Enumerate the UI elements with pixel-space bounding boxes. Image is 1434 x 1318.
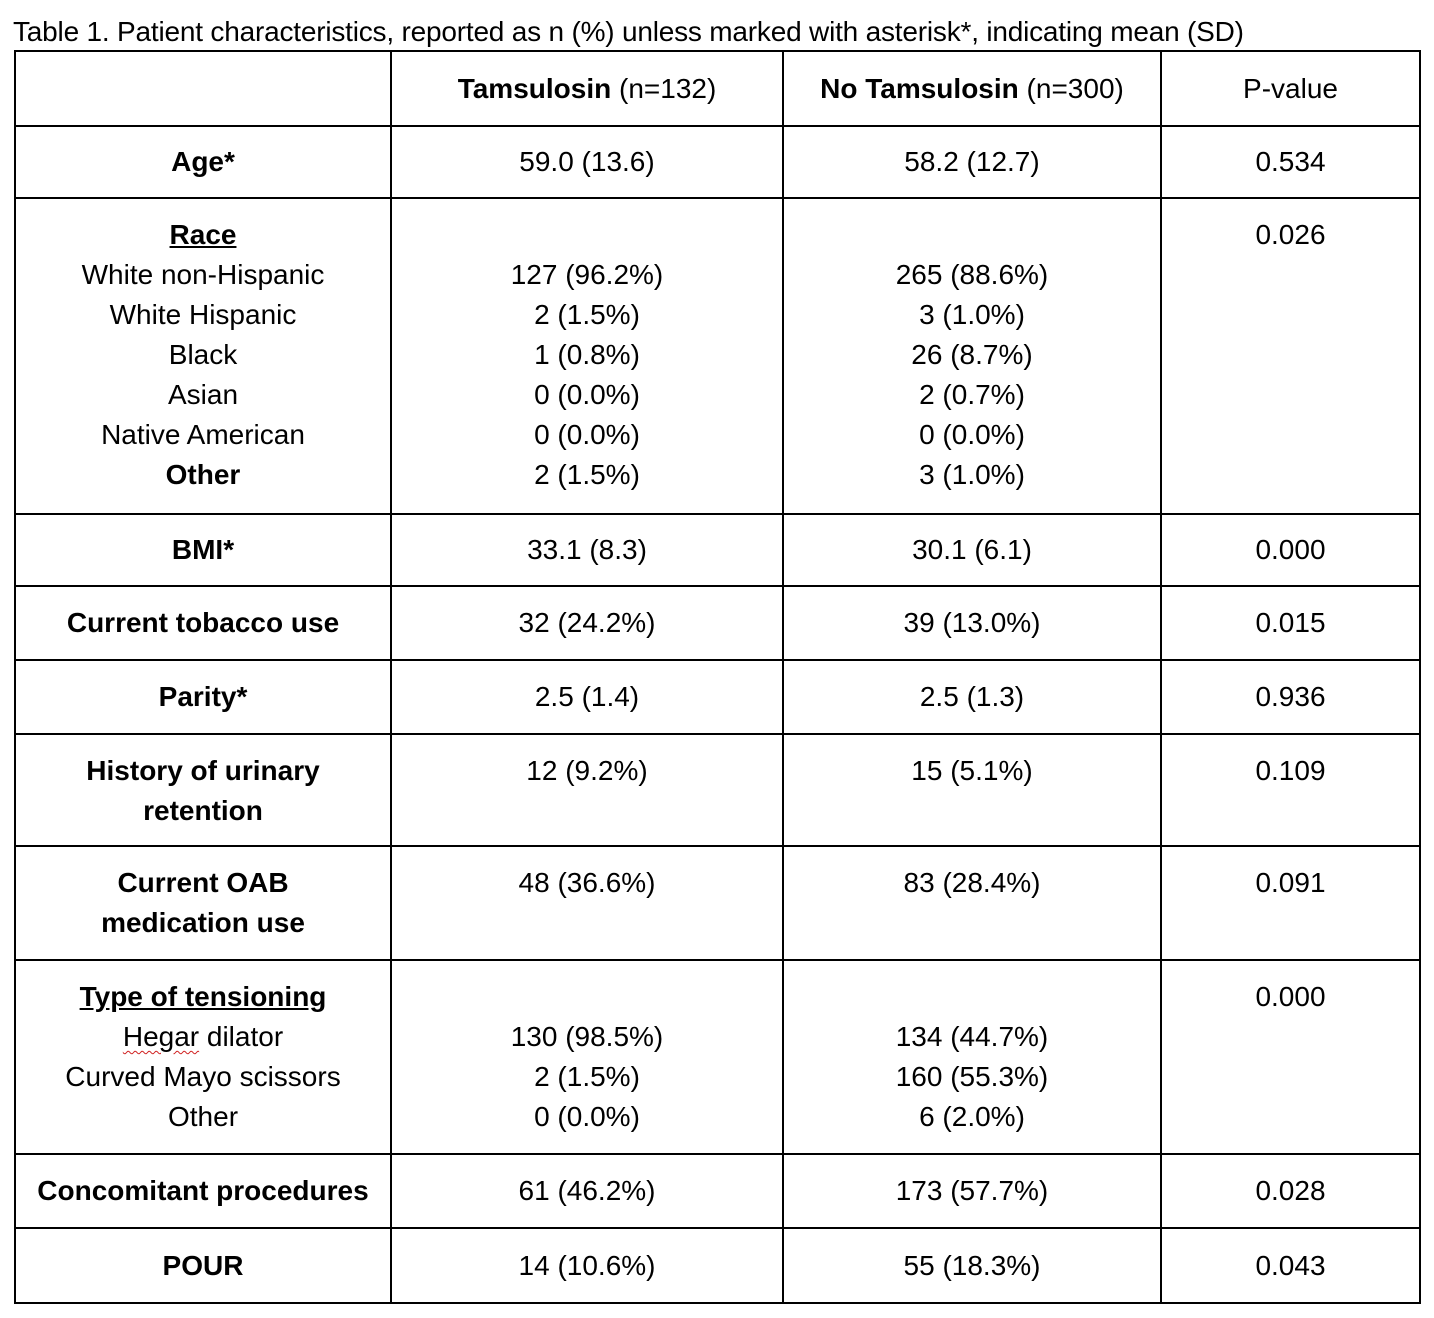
cell-race-p-value: 0.026: [1161, 198, 1420, 514]
row-label-oab: Current OAB medication use: [15, 846, 391, 960]
race-item-tamsulosin: 1 (0.8%): [534, 339, 640, 370]
race-item-tamsulosin: 127 (96.2%): [510, 259, 664, 290]
cell-race-no-tamsulosin: [783, 198, 1161, 514]
table-row-age: [15, 126, 1420, 198]
cell-tensioning-p-value: 0.000: [1161, 960, 1420, 1154]
row-label-race: [15, 198, 391, 514]
cell-bmi-tamsulosin: 33.1 (8.3): [391, 514, 783, 586]
table-row-race: [15, 198, 1420, 514]
row-label-age: Age*: [15, 126, 391, 198]
row-label-tobacco: Current tobacco use: [15, 586, 391, 660]
tensioning-item-label: Curved Mayo scissors: [65, 1061, 341, 1092]
header-no-tamsulosin: [783, 51, 1161, 126]
tensioning-item-tamsulosin: 0 (0.0%): [534, 1101, 640, 1132]
header-tamsulosin-n: (n=132): [611, 72, 717, 104]
header-no-tamsulosin-label: No Tamsulosin: [820, 72, 1019, 104]
cell-parity-no-tamsulosin: 2.5 (1.3): [783, 660, 1161, 734]
tensioning-item-label: Hegar dilator: [122, 1021, 284, 1052]
cell-pour-p-value: 0.043: [1161, 1228, 1420, 1303]
cell-retention-tamsulosin: 12 (9.2%): [391, 734, 783, 846]
header-row: [15, 51, 1420, 126]
header-p-value: P-value: [1161, 51, 1420, 126]
tensioning-item-no-tamsulosin: 6 (2.0%): [919, 1101, 1025, 1132]
race-item-tamsulosin: 2 (1.5%): [534, 459, 640, 490]
race-item-tamsulosin: 2 (1.5%): [534, 299, 640, 330]
race-item-label: Other: [165, 459, 241, 490]
race-item-label: Asian: [167, 379, 239, 410]
cell-bmi-no-tamsulosin: 30.1 (6.1): [783, 514, 1161, 586]
cell-oab-tamsulosin: 48 (36.6%): [391, 846, 783, 960]
cell-parity-tamsulosin: 2.5 (1.4): [391, 660, 783, 734]
table-caption: Table 1. Patient characteristics, reported as n (%) unless marked with asterisk*, indicating mean (SD): [13, 16, 1244, 47]
cell-age-p-value: 0.534: [1161, 126, 1420, 198]
race-item-no-tamsulosin: 26 (8.7%): [911, 339, 1033, 370]
cell-age-tamsulosin: 59.0 (13.6): [391, 126, 783, 198]
cell-concomitant-no-tamsulosin: 173 (57.7%): [783, 1154, 1161, 1228]
race-item-tamsulosin: 0 (0.0%): [534, 419, 640, 450]
tensioning-heading: Type of tensioning: [79, 981, 327, 1012]
race-item-tamsulosin: 0 (0.0%): [534, 379, 640, 410]
row-label-parity: Parity*: [15, 660, 391, 734]
row-label-tensioning: [15, 960, 391, 1154]
cell-oab-p-value: 0.091: [1161, 846, 1420, 960]
cell-retention-p-value: 0.109: [1161, 734, 1420, 846]
tensioning-item-tamsulosin: 2 (1.5%): [534, 1061, 640, 1092]
cell-concomitant-p-value: 0.028: [1161, 1154, 1420, 1228]
tensioning-item-label: Other: [167, 1101, 239, 1132]
header-no-tamsulosin-n: (n=300): [1018, 72, 1124, 104]
cell-tensioning-tamsulosin: [391, 960, 783, 1154]
race-item-no-tamsulosin: 265 (88.6%): [895, 259, 1049, 290]
row-label-bmi: BMI*: [15, 514, 391, 586]
cell-pour-no-tamsulosin: 55 (18.3%): [783, 1228, 1161, 1303]
cell-tobacco-no-tamsulosin: 39 (13.0%): [783, 586, 1161, 660]
race-item-no-tamsulosin: 3 (1.0%): [919, 299, 1025, 330]
table-row-tobacco: [15, 586, 1420, 660]
cell-concomitant-tamsulosin: 61 (46.2%): [391, 1154, 783, 1228]
cell-oab-no-tamsulosin: 83 (28.4%): [783, 846, 1161, 960]
table-row-tensioning: [15, 960, 1420, 1154]
race-item-no-tamsulosin: 3 (1.0%): [919, 459, 1025, 490]
header-tamsulosin-label: Tamsulosin: [457, 72, 612, 104]
table-row-pour: [15, 1228, 1420, 1303]
race-item-label: Native American: [101, 419, 305, 450]
table-row-retention: [15, 734, 1420, 846]
row-label-concomitant: Concomitant procedures: [15, 1154, 391, 1228]
race-item-label: White non-Hispanic: [81, 259, 325, 290]
row-label-pour: POUR: [15, 1228, 391, 1303]
race-heading: Race: [169, 219, 237, 250]
patient-characteristics-table: [14, 50, 1421, 1304]
cell-retention-no-tamsulosin: 15 (5.1%): [783, 734, 1161, 846]
header-empty-cell: [15, 51, 391, 126]
cell-age-no-tamsulosin: 58.2 (12.7): [783, 126, 1161, 198]
cell-tobacco-tamsulosin: 32 (24.2%): [391, 586, 783, 660]
table-row-parity: [15, 660, 1420, 734]
tensioning-item-tamsulosin: 130 (98.5%): [510, 1021, 664, 1052]
header-tamsulosin: [391, 51, 783, 126]
cell-tobacco-p-value: 0.015: [1161, 586, 1420, 660]
race-item-no-tamsulosin: 0 (0.0%): [919, 419, 1025, 450]
cell-parity-p-value: 0.936: [1161, 660, 1420, 734]
race-item-no-tamsulosin: 2 (0.7%): [919, 379, 1025, 410]
row-label-retention: History of urinary retention: [15, 734, 391, 846]
tensioning-item-no-tamsulosin: 134 (44.7%): [895, 1021, 1049, 1052]
cell-bmi-p-value: 0.000: [1161, 514, 1420, 586]
cell-tensioning-no-tamsulosin: [783, 960, 1161, 1154]
table-row-oab: [15, 846, 1420, 960]
table-row-bmi: [15, 514, 1420, 586]
race-item-label: White Hispanic: [109, 299, 297, 330]
cell-race-tamsulosin: [391, 198, 783, 514]
tensioning-item-no-tamsulosin: 160 (55.3%): [895, 1061, 1049, 1092]
table-row-concomitant: [15, 1154, 1420, 1228]
cell-pour-tamsulosin: 14 (10.6%): [391, 1228, 783, 1303]
race-item-label: Black: [168, 339, 238, 370]
